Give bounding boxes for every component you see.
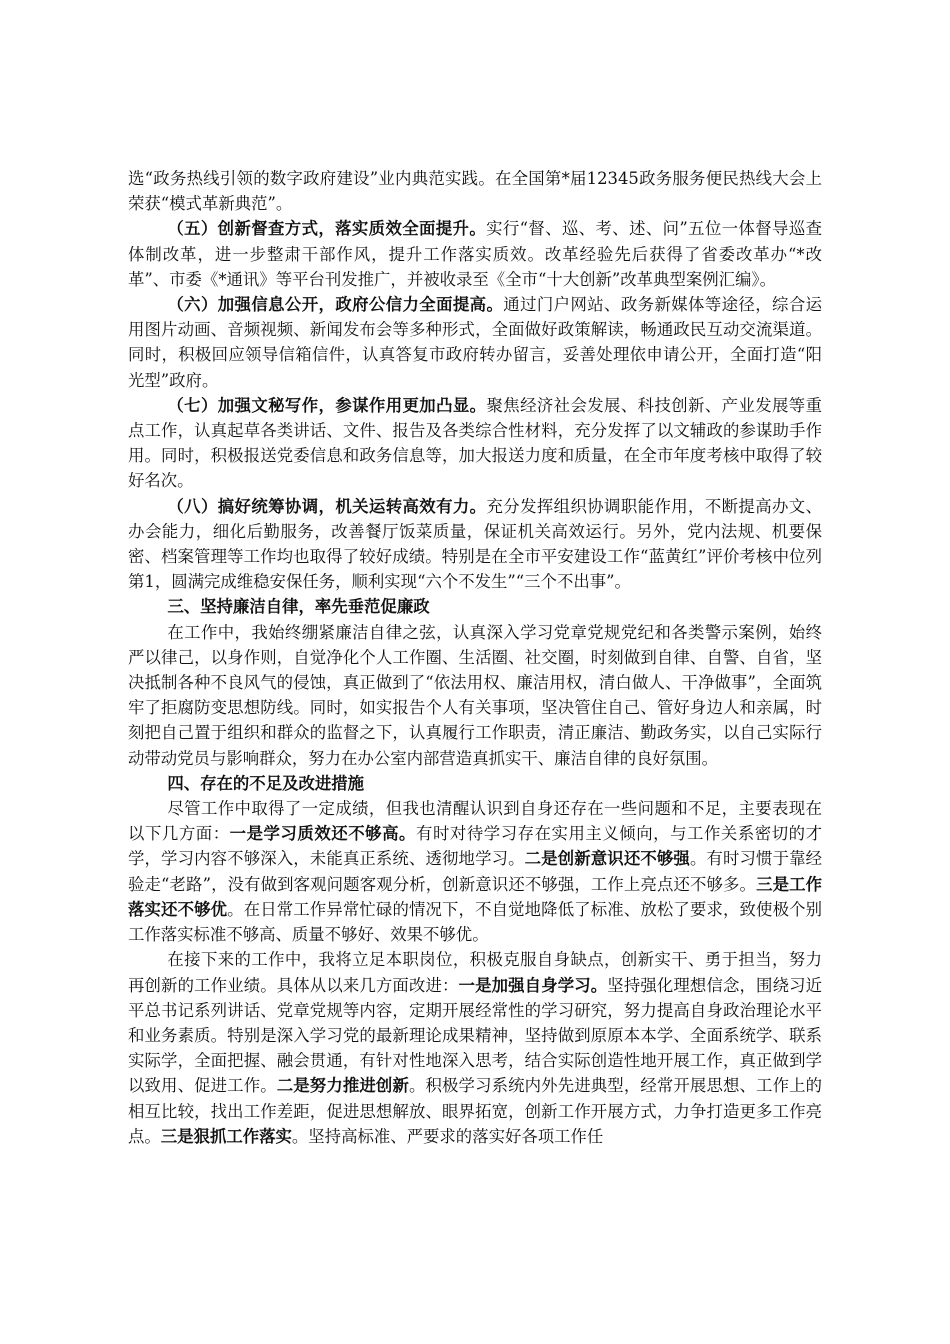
- section-4-heading: 四、存在的不足及改进措施: [167, 773, 365, 793]
- bold-run: 三是工作落实还不够优: [128, 874, 822, 919]
- paragraph-continuation: [128, 166, 822, 216]
- bold-run: 一是加强自身学习。: [458, 975, 608, 995]
- paragraph-5: [128, 216, 822, 292]
- text-run: 。在日常工作异常忙碌的情况下，不自觉地降低了标准、放松了要求，致使极个别工作落实标准不够高、质量不够好、效果不够优。: [128, 899, 823, 945]
- paragraph-text: 选“政务热线引领的数字政府建设”业内典范实践。在全国第*届12345政务服务便民热线大会上荣获“模式革新典范”。: [128, 169, 822, 214]
- section-3-heading: 三、坚持廉洁自律，率先垂范促廉政: [167, 597, 430, 617]
- text-run: 在接下来的工作中，我将立足本职岗位，积极克服自身缺点，创新实干、勇于担当，努力再创新的工作业绩。具体从以来几方面改进：: [128, 950, 822, 995]
- section-4-shortcomings: [128, 796, 822, 947]
- text-run: 有时对待学习存在实用主义倾向，与工作关系密切的才学，学习内容不够深入，未能真正系统、透彻地学习。: [128, 824, 823, 869]
- text-run: 尽管工作中取得了一定成绩，但我也清醒认识到自身还存在一些问题和不足，主要表现在以下几方面：: [128, 799, 822, 844]
- paragraph-text: 充分发挥组织协调职能作用，不断提高办文、办会能力，细化后勤服务，改善餐厅饭菜质量，保证机关高效运行。另外，党内法规、机要保密、档案管理等工作均也取得了较好成绩。特别是在全市平安建设工作“蓝黄红”评价考核中位列第1，圆满完成维稳安保任务，顺利实现“六个不发生”“三个不出事”。: [128, 496, 822, 592]
- paragraph-text: 通过门户网站、政务新媒体等途径，综合运用图片动画、音频视频、新闻发布会等多种形式，全面做好政策解读，畅通政民互动交流渠道。同时，积极回应领导信箱信件，认真答复市政府转办留言，妥善处理依申请公开，全面打造“阳光型”政府。: [128, 295, 822, 390]
- section-3-body: 在工作中，我始终绷紧廉洁自律之弦，认真深入学习党章党规党纪和各类警示案例，始终严以律己，以身作则，自觉净化个人工作圈、生活圈、社交圈，时刻做到自律、自警、自省，坚决抵制各种不良风气的侵蚀，真正做到了“依法用权、廉洁用权，清白做人、干净做事”，全面筑牢了拒腐防变思想防线。同时，如实报告个人有关事项，坚决管住自己、管好身边人和亲属，时刻把自己置于组织和群众的监督之下，认真履行工作职责，清正廉洁、勤政务实，以自己实际行动带动党员与影响群众，努力在办公室内部营造真抓实干、廉洁自律的良好氛围。: [128, 622, 822, 768]
- text-run: 坚持强化理想信念，围绕习近平总书记系列讲话、党章党规等内容，定期开展经常性的学习研究，努力提高自身政治理论水平和业务素质。特别是深入学习党的最新理论成果精神，坚持做到原原本本学、全面系统学、联系实际学，全面把握、融会贯通，有针对性地深入思考，结合实际创造性地开展工作，真正做到学以致用、促进工作。: [128, 975, 823, 1096]
- paragraph-lead: （六）加强信息公开，政府公信力全面提高。: [167, 295, 504, 315]
- paragraph-text: 聚焦经济社会发展、科技创新、产业发展等重点工作，认真起草各类讲话、文件、报告及各类综合性材料，充分发挥了以文辅政的参谋助手作用。同时，积极报送党委信息和政务信息等，加大报送力度和质量，在全市年度考核中取得了较好名次。: [128, 395, 822, 491]
- text-run: 。坚持高标准、严要求的落实好各项工作任: [291, 1126, 604, 1146]
- paragraph-text: 实行“督、巡、考、述、问”五位一体督导巡查体制改革，进一步整肃干部作风，提升工作落实质效。改革经验先后获得了省委改革办“*改革”、市委《*通讯》等平台刊发推广，并被收录至《全市“十大创新”改革典型案例汇编》。: [128, 219, 822, 289]
- bold-run: 二是努力推进创新: [276, 1076, 409, 1096]
- document-page: [128, 166, 822, 1149]
- text-run: 。有时习惯于靠经验走“老路”，没有做到客观问题客观分析，创新意识还不够强，工作上亮点还不够多。: [128, 849, 823, 894]
- bold-run: 一是学习质效还不够高。: [229, 824, 416, 844]
- paragraph-6: [128, 292, 822, 393]
- paragraph-8: [128, 494, 822, 595]
- paragraph-lead: （五）创新督查方式，落实质效全面提升。: [167, 219, 487, 239]
- paragraph-lead: （八）搞好统筹协调，机关运转高效有力。: [167, 496, 487, 516]
- text-run: 。积极学习系统内外先进典型，经常开展思想、工作上的相互比较，找出工作差距，促进思想解放、眼界拓宽，创新工作开展方式，力争打造更多工作亮点。: [128, 1076, 823, 1146]
- bold-run: 三是狠抓工作落实: [160, 1126, 292, 1146]
- paragraph-lead: （七）加强文秘写作，参谋作用更加凸显。: [167, 395, 487, 415]
- section-4-improvements: [128, 947, 822, 1149]
- paragraph-7: [128, 393, 822, 494]
- bold-run: 二是创新意识还不够强: [524, 849, 690, 869]
